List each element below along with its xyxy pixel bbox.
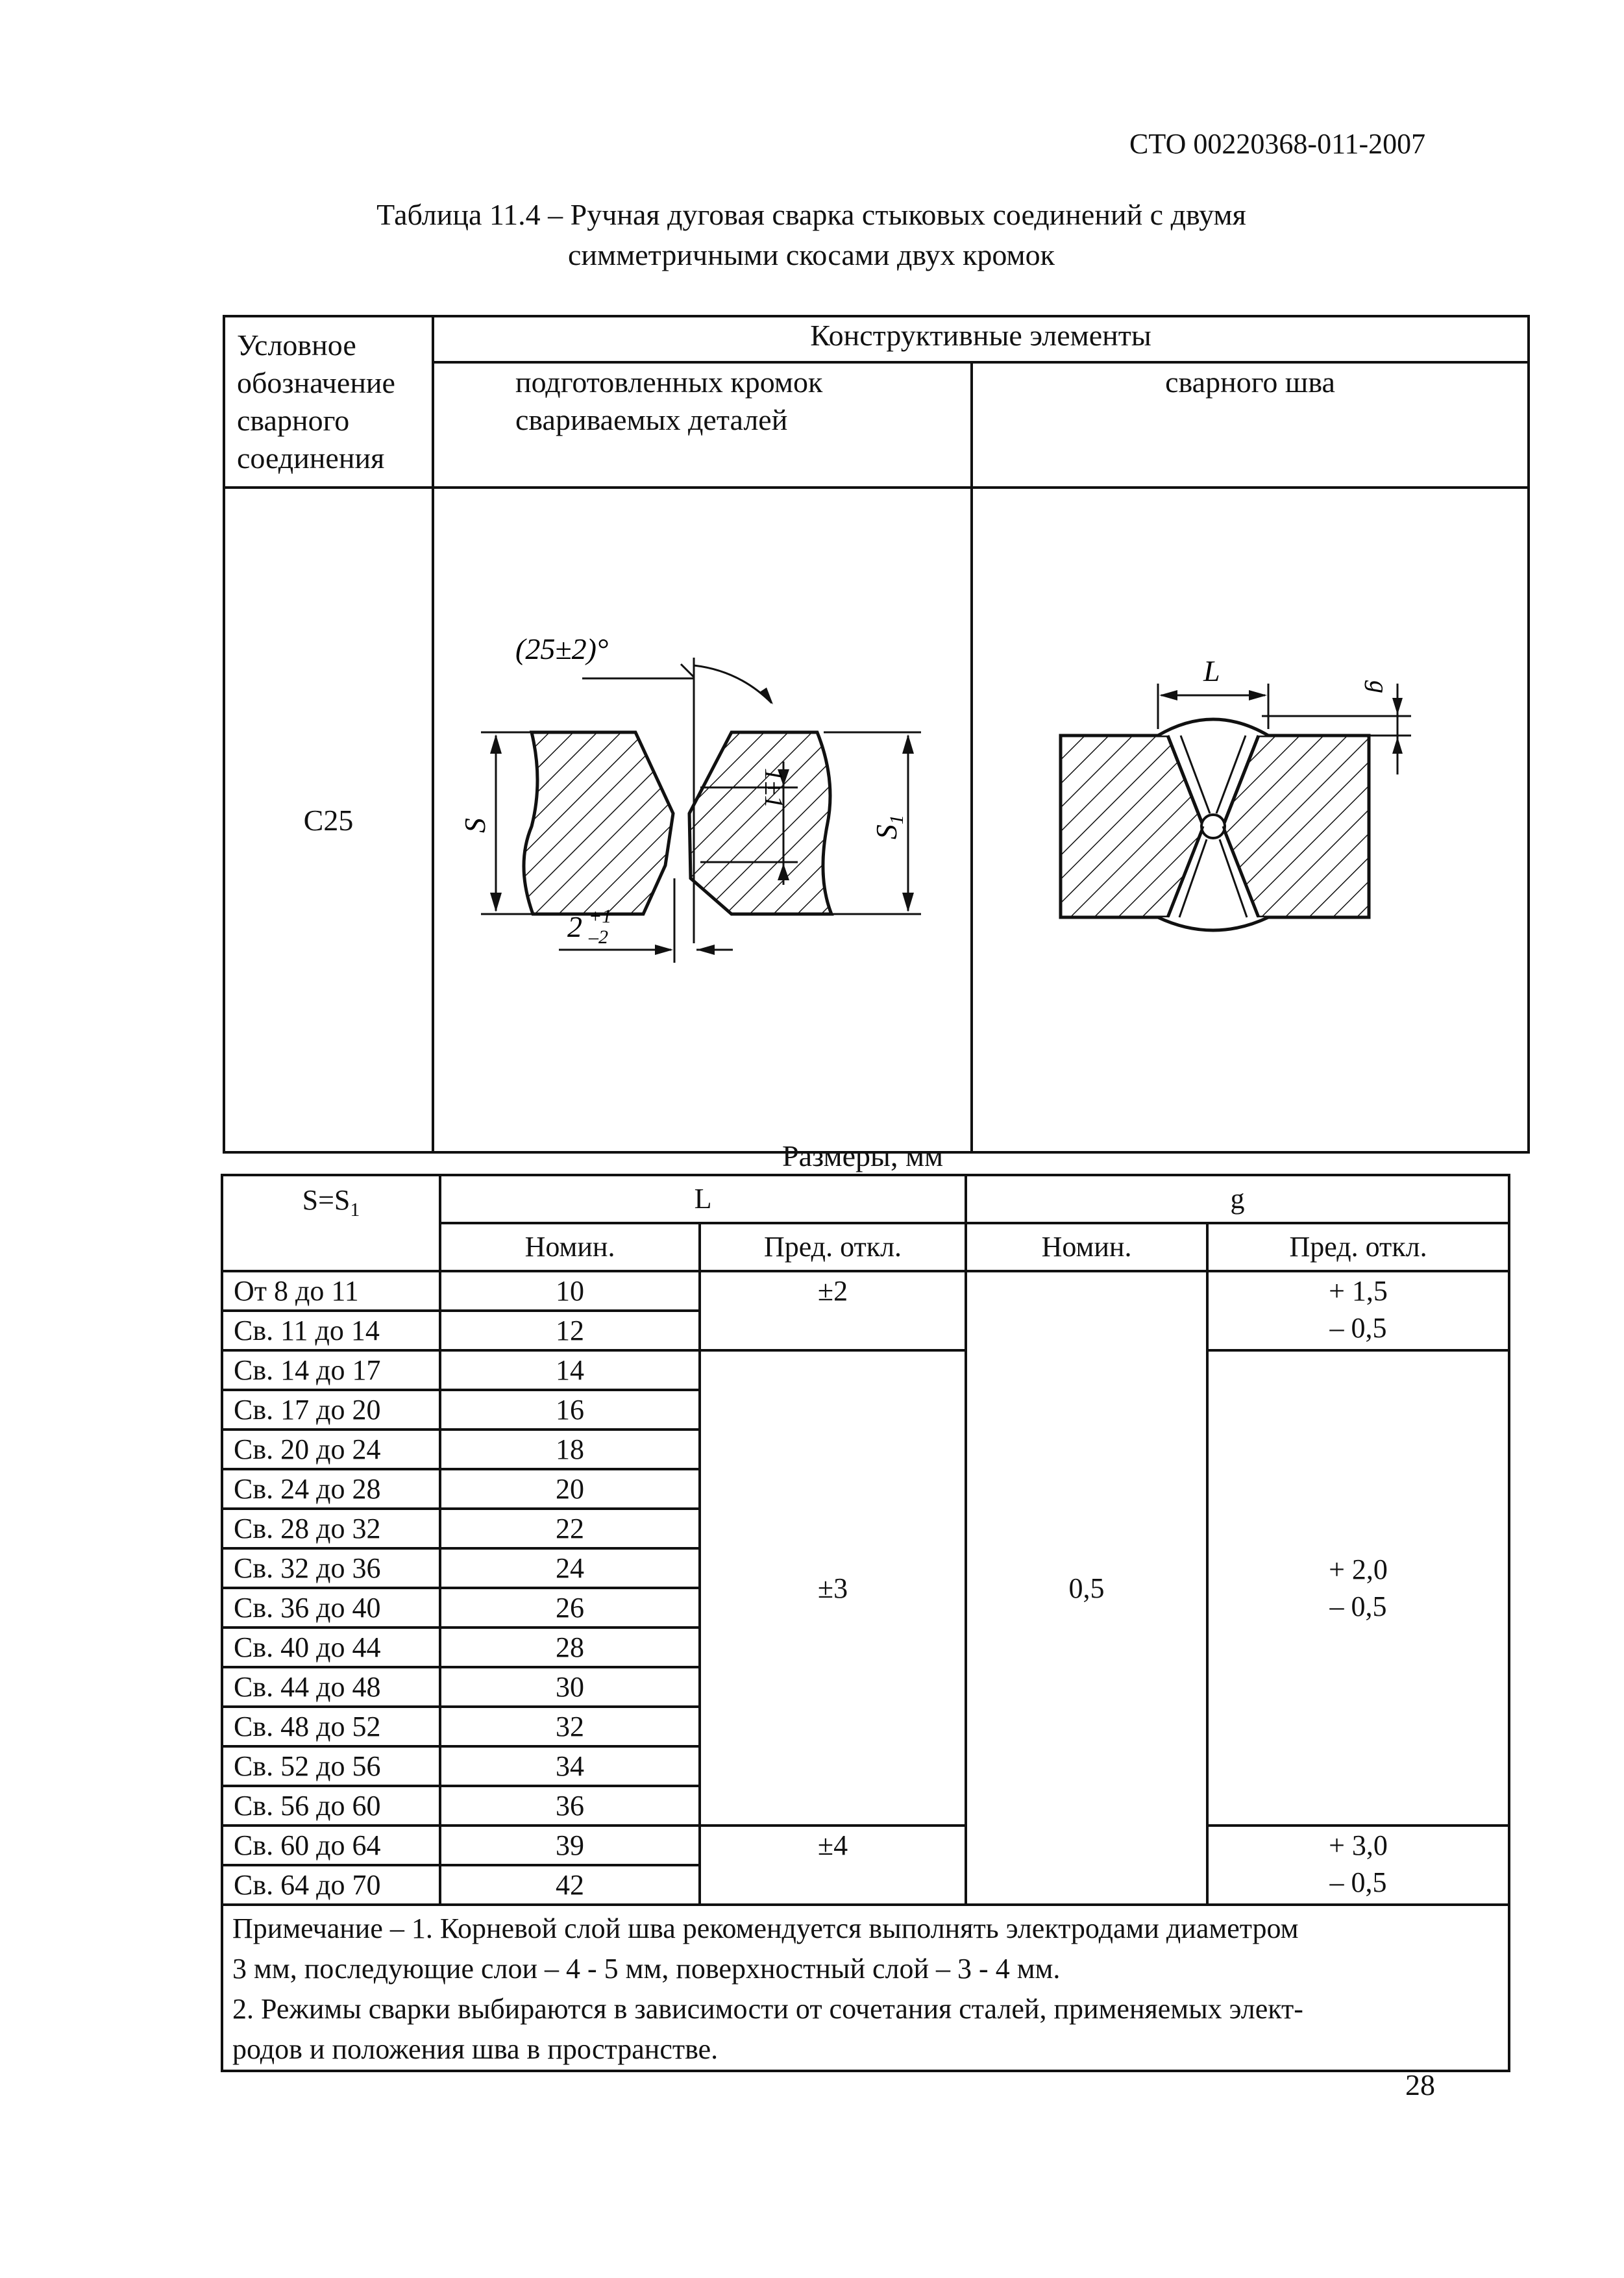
l-column-header: L xyxy=(440,1175,966,1223)
g-dev-header: Пред. откл. xyxy=(1207,1223,1509,1271)
weld-drawing xyxy=(973,489,1527,1151)
caption-line-2: симметричными скосами двух кромок xyxy=(567,238,1055,271)
joint-table xyxy=(223,315,1530,1154)
root-face-label: 1±1 xyxy=(759,768,789,808)
table-note: Примечание – 1. Корневой слой шва рекомендуется выполнять электродами диаметром 3 мм, последующие слои – 4 - 5 мм, поверхностный слой – 3 - 4 мм. 2. Режимы сварки выбираются в зависимости от сочетания сталей, применяемых элект- родов и положения шва в пространстве. xyxy=(222,1905,1509,2071)
document-code: СТО 00220368-011-2007 xyxy=(1129,128,1426,160)
range-cell: Св. 52 до 56 xyxy=(222,1746,440,1786)
l-dev-cell: ±3 xyxy=(700,1350,966,1826)
angle-label: (25±2)° xyxy=(515,632,609,665)
g-dev-cell: + 3,0 – 0,5 xyxy=(1207,1826,1509,1905)
range-cell: Св. 24 до 28 xyxy=(222,1469,440,1509)
caption-line-1: Таблица 11.4 – Ручная дуговая сварка стыковых соединений с двумя xyxy=(376,198,1246,231)
l-nom-cell: 32 xyxy=(440,1707,700,1746)
edge-preparation-cell xyxy=(433,488,972,1152)
range-cell: Св. 44 до 48 xyxy=(222,1667,440,1707)
range-cell: Св. 60 до 64 xyxy=(222,1826,440,1865)
l-nom-header: Номин. xyxy=(440,1223,700,1271)
l-nom-cell: 26 xyxy=(440,1588,700,1628)
thickness-label-right: $S_1$ xyxy=(870,815,907,839)
weld-width-label: L xyxy=(1203,654,1220,687)
s-column-header: $S=S_1$ xyxy=(222,1175,440,1271)
g-column-header: g xyxy=(966,1175,1509,1223)
sizes-table xyxy=(221,1174,1510,2072)
reinforcement-label: g xyxy=(1364,680,1394,693)
range-cell: Св. 11 до 14 xyxy=(222,1311,440,1350)
page-number: 28 xyxy=(1405,2068,1435,2101)
l-nom-cell: 24 xyxy=(440,1548,700,1588)
range-cell: Св. 28 до 32 xyxy=(222,1509,440,1548)
gap-tol-upper: +1 xyxy=(589,906,612,927)
thickness-label-left: S xyxy=(458,818,491,833)
gap-label: 2 xyxy=(567,910,582,943)
l-nom-cell: 36 xyxy=(440,1786,700,1826)
range-cell: Св. 32 до 36 xyxy=(222,1548,440,1588)
l-nom-cell: 39 xyxy=(440,1826,700,1865)
l-nom-cell: 30 xyxy=(440,1667,700,1707)
l-nom-cell: 42 xyxy=(440,1865,700,1905)
l-nom-cell: 10 xyxy=(440,1271,700,1311)
table-row xyxy=(222,1826,1509,1865)
l-nom-cell: 20 xyxy=(440,1469,700,1509)
l-nom-cell: 12 xyxy=(440,1311,700,1350)
l-nom-cell: 18 xyxy=(440,1430,700,1469)
weld-header: сварного шва xyxy=(972,362,1529,488)
g-nom-cell: 0,5 xyxy=(966,1271,1207,1905)
table-row xyxy=(222,1271,1509,1311)
table-caption xyxy=(195,195,1428,275)
range-cell: Св. 14 до 17 xyxy=(222,1350,440,1390)
joint-designation: С25 xyxy=(224,488,433,1152)
sizes-title: Размеры, мм xyxy=(782,1139,944,1172)
l-dev-cell: ±4 xyxy=(700,1826,966,1905)
l-nom-cell: 16 xyxy=(440,1390,700,1430)
gap-tol-lower: –2 xyxy=(589,926,608,948)
l-nom-cell: 14 xyxy=(440,1350,700,1390)
g-nom-header: Номин. xyxy=(966,1223,1207,1271)
edge-preparation-drawing xyxy=(434,489,970,1151)
range-cell: Св. 17 до 20 xyxy=(222,1390,440,1430)
range-cell: Св. 36 до 40 xyxy=(222,1588,440,1628)
range-cell: Св. 64 до 70 xyxy=(222,1865,440,1905)
table-row xyxy=(222,1350,1509,1390)
l-dev-cell: ±2 xyxy=(700,1271,966,1350)
weld-cell xyxy=(972,488,1529,1152)
l-nom-cell: 28 xyxy=(440,1628,700,1667)
l-dev-header: Пред. откл. xyxy=(700,1223,966,1271)
elements-header: Конструктивные элементы xyxy=(433,316,1529,362)
prepared-edges-header: подготовленных кромок свариваемых деталей xyxy=(433,362,972,488)
l-nom-cell: 34 xyxy=(440,1746,700,1786)
range-cell: Св. 48 до 52 xyxy=(222,1707,440,1746)
range-cell: Св. 40 до 44 xyxy=(222,1628,440,1667)
range-cell: Св. 56 до 60 xyxy=(222,1786,440,1826)
range-cell: Св. 20 до 24 xyxy=(222,1430,440,1469)
g-dev-cell: + 1,5 – 0,5 xyxy=(1207,1271,1509,1350)
range-cell: От 8 до 11 xyxy=(222,1271,440,1311)
l-nom-cell: 22 xyxy=(440,1509,700,1548)
designation-header: Условное обозначение сварного соединения xyxy=(224,316,433,488)
g-dev-cell: + 2,0 – 0,5 xyxy=(1207,1350,1509,1826)
